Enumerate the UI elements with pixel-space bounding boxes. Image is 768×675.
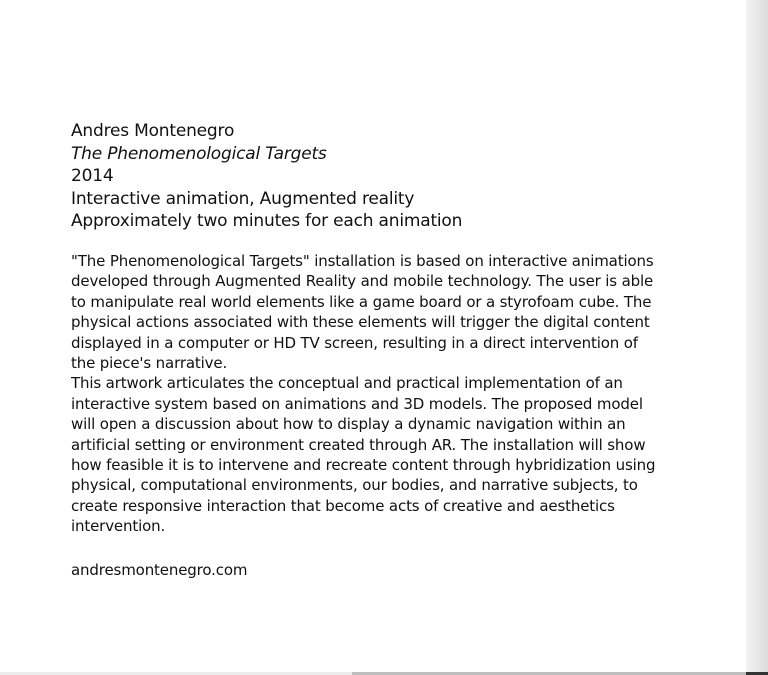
vertical-scrollbar[interactable]	[746, 0, 768, 675]
description-paragraph-1: "The Phenomenological Targets" installation is based on interactive animations developed through Augmented Reality and mobile technology. The user is able to manipulate real world elements like a game board or a styrofoam cube. The physical actions associated with these elements will trigger the digital content displayed in a computer or HD TV screen, resulting in a direct intervention of the piece's narrative.	[71, 252, 654, 373]
artwork-title: The Phenomenological Targets	[71, 143, 327, 164]
artwork-duration: Approximately two minutes for each animation	[71, 211, 463, 231]
artwork-medium: Interactive animation, Augmented reality	[71, 188, 415, 209]
artwork-year: 2014	[71, 166, 114, 186]
description-paragraph-2: This artwork articulates the conceptual and practical implementation of an interactive system based on animations and 3D models. The proposed model will open a discussion about how to display a dynamic navigation within an artificial setting or environment created through AR. The installation will show how feasible it is to intervene and recreate content through hybridization using physical, computational environments, our bodies, and narrative subjects, to create responsive interaction that become acts of creative and aesthetics intervention.	[71, 374, 656, 536]
artwork-metadata	[71, 120, 462, 233]
website-link[interactable]: andresmontenegro.com	[71, 561, 248, 579]
artist-name: Andres Montenegro	[71, 121, 235, 141]
artwork-description	[71, 251, 661, 537]
